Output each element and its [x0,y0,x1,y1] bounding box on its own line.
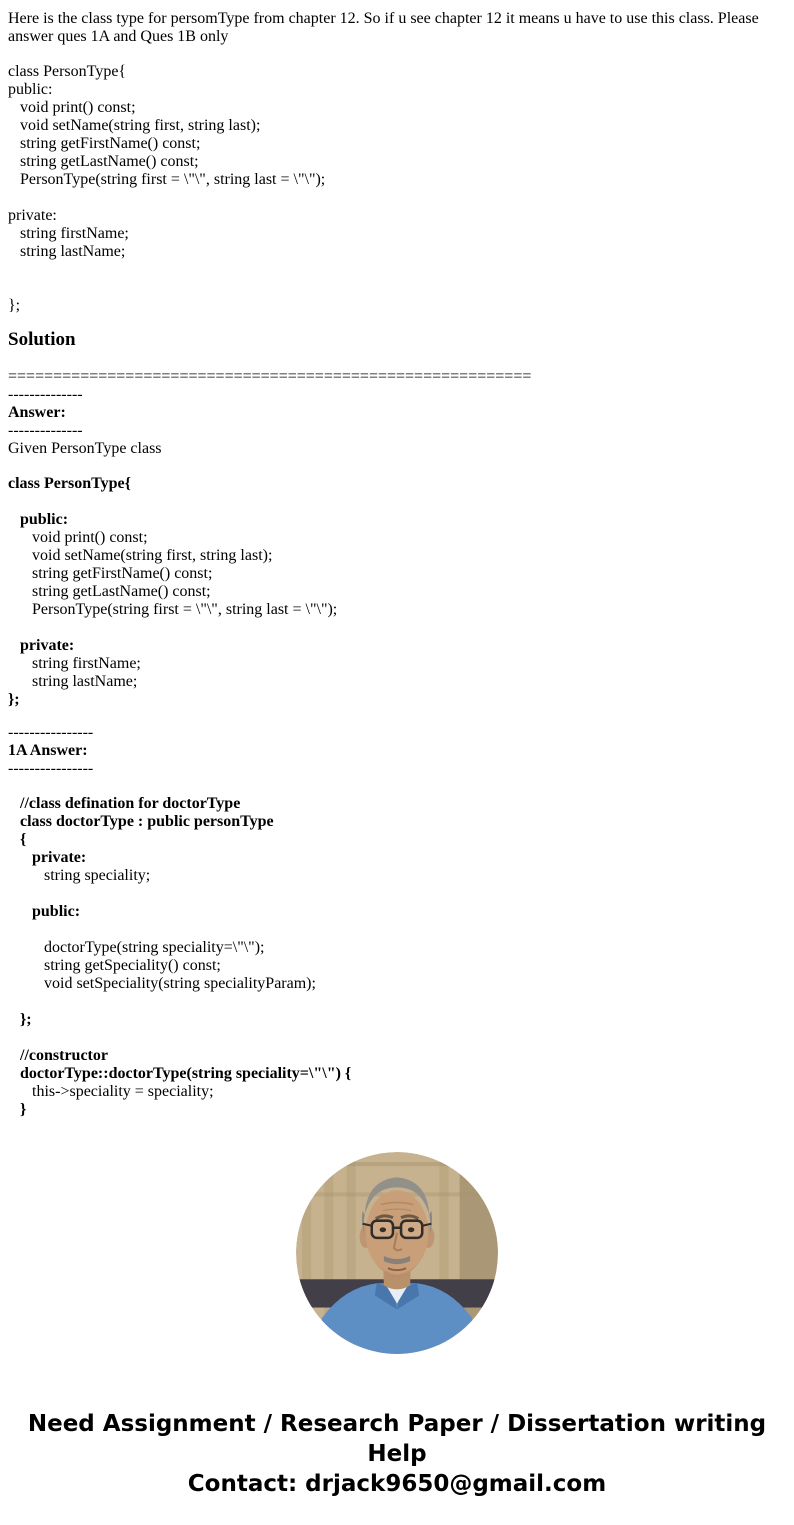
text-line: public: [8,511,69,528]
text-line [8,1029,786,1047]
solution-heading: Solution [8,329,76,350]
text-line: private: [8,637,75,654]
text-line: void setSpeciality(string specialityParam); [8,975,316,992]
text-line [8,261,786,279]
text-line: { [8,831,27,848]
text-line: }; [8,1011,32,1028]
text-line: string getLastName() const; [8,153,199,170]
text-line: string firstName; [8,655,141,672]
text-line: string getLastName() const; [8,583,211,600]
text-line: string getSpeciality() const; [8,957,221,974]
text-line: //class defination for doctorType [8,795,241,812]
text-line: void setName(string first, string last); [8,117,261,134]
text-line: ========================================================== [8,368,532,385]
text-line [8,921,786,939]
text-line: }; [8,297,21,314]
text-line: private: [8,849,87,866]
text-line [8,885,786,903]
text-line [8,279,786,297]
text-line: public: [8,903,81,920]
text-line: string lastName; [8,243,126,260]
text-line: string getFirstName() const; [8,135,201,152]
answer-code [8,475,786,709]
text-line: Given PersonType class [8,440,162,457]
text-line: private: [8,207,57,224]
text-line [8,189,786,207]
text-line: void print() const; [8,99,136,116]
text-line: this->speciality = speciality; [8,1083,214,1100]
text-line: void print() const; [8,529,148,546]
question-1a-header [8,724,786,778]
text-line: ---------------- [8,724,94,741]
text-line: class doctorType : public personType [8,813,274,830]
text-line: void setName(string first, string last); [8,547,273,564]
text-line: doctorType::doctorType(string speciality=\"\") { [8,1065,352,1082]
persontype-class-code [8,63,786,315]
text-line: }; [8,691,20,708]
footer-help-text: Need Assignment / Research Paper / Dissertation writing Help [27,1411,767,1467]
text-line: string lastName; [8,673,138,690]
text-line: } [8,1101,27,1118]
portrait-container [8,1152,786,1354]
text-line: 1A Answer: [8,742,88,759]
text-line: //constructor [8,1047,108,1064]
text-line: -------------- [8,386,83,403]
footer-contact-email: Contact: drjack9650@gmail.com [187,1471,607,1497]
text-line: string speciality; [8,867,151,884]
text-line: Answer: [8,404,66,421]
text-line: string firstName; [8,225,129,242]
text-line: PersonType(string first = \"\", string last = \"\"); [8,171,326,188]
text-line: PersonType(string first = \"\", string last = \"\"); [8,601,338,618]
text-line: -------------- [8,422,83,439]
text-line: ---------------- [8,760,94,777]
text-line: class PersonType{ [8,63,127,80]
text-line: class PersonType{ [8,475,131,492]
text-line [8,993,786,1011]
intro-paragraph: Here is the class type for persomType from chapter 12. So if u see chapter 12 it means u have to use this class. Please answer ques 1A and Ques 1B only [8,10,759,45]
footer-ad [8,1409,786,1499]
person-portrait-image [296,1152,498,1354]
text-line: public: [8,81,53,98]
text-line [8,493,786,511]
answer-header [8,368,786,458]
text-line: string getFirstName() const; [8,565,213,582]
question-1a-code [8,795,786,1119]
text-line: doctorType(string speciality=\"\"); [8,939,265,956]
text-line [8,619,786,637]
